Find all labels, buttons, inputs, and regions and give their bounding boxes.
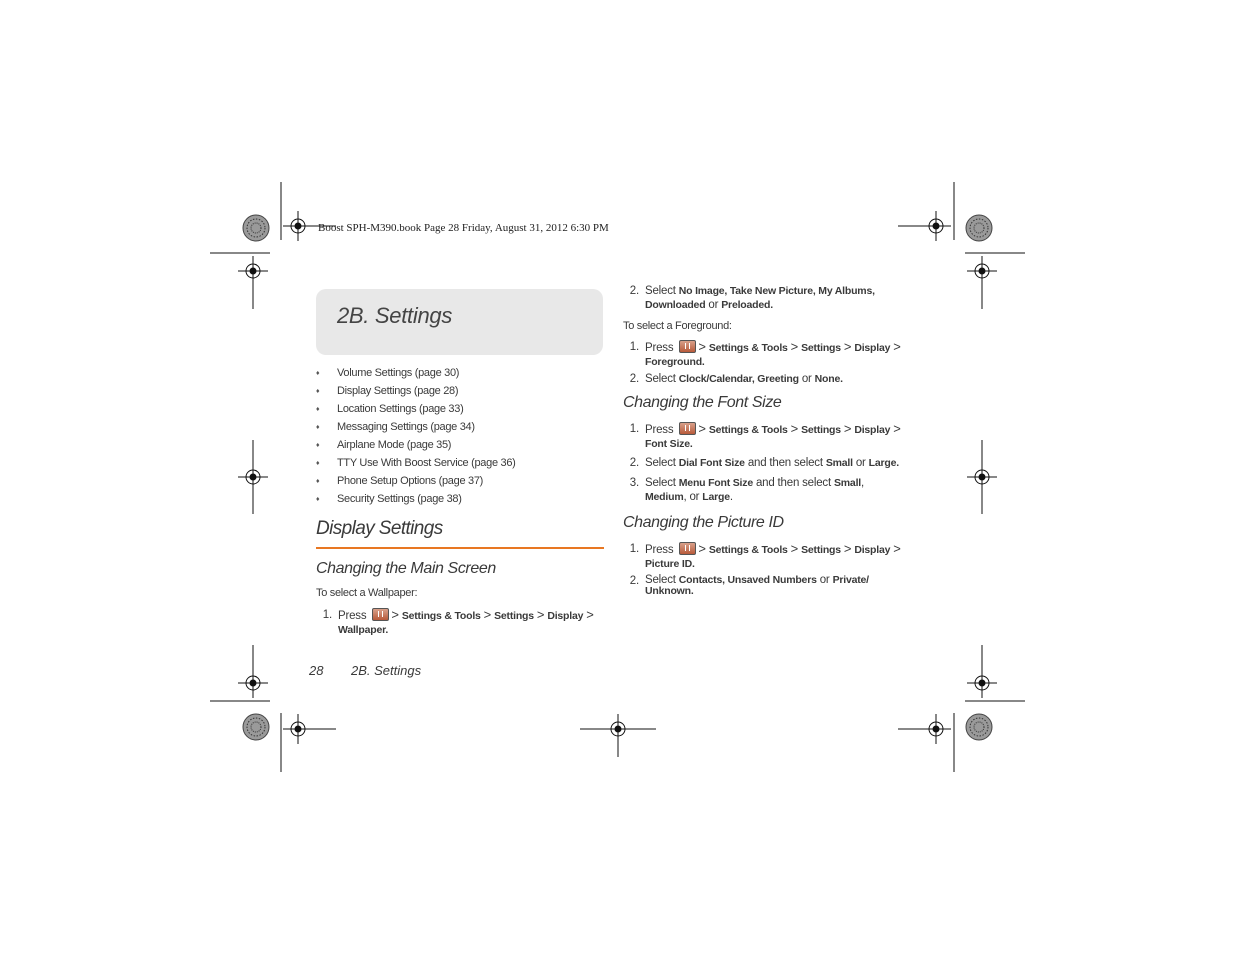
diamond-bullet-icon: ♦ <box>316 496 320 503</box>
registration-mark-icon <box>967 645 997 698</box>
picture-step-1: 1. Press > Settings & Tools > Settings > Display > Picture ID. <box>629 541 901 570</box>
toc-item[interactable]: ♦ Location Settings (page 33) <box>316 403 464 415</box>
diamond-bullet-icon: ♦ <box>316 370 320 377</box>
toc-item[interactable]: ♦ Display Settings (page 28) <box>316 385 459 397</box>
registration-mark-icon <box>967 256 997 309</box>
chapter-title: 2B. Settings <box>337 303 453 328</box>
menu-key-icon <box>679 340 696 353</box>
diamond-bullet-icon: ♦ <box>316 424 320 431</box>
registration-mark-icon <box>580 714 656 757</box>
diamond-bullet-icon: ♦ <box>316 388 320 395</box>
color-target-icon <box>966 714 992 740</box>
diamond-bullet-icon: ♦ <box>316 478 320 485</box>
diamond-bullet-icon: ♦ <box>316 406 320 413</box>
section-title: Display Settings <box>316 518 443 539</box>
wallpaper-step-1: 1. Press > Settings & Tools > Settings > Display > Wallpaper. <box>322 607 594 636</box>
print-header: Boost SPH-M390.book Page 28 Friday, August 31, 2012 6:30 PM <box>318 222 609 234</box>
registration-mark-icon <box>238 256 268 309</box>
registration-mark-icon <box>967 440 997 514</box>
foreground-step-1: 1. Press > Settings & Tools > Settings > Display > Foreground. <box>629 339 901 368</box>
section-rule <box>316 547 604 549</box>
chapter-title-box <box>316 289 603 355</box>
subheading-main-screen: Changing the Main Screen <box>316 560 496 577</box>
page-number: 28 <box>309 663 324 678</box>
diamond-bullet-icon: ♦ <box>316 460 320 467</box>
color-target-icon <box>966 215 992 241</box>
wallpaper-step-2: 2. Select No Image, Take New Picture, My Albums, Downloaded or Preloaded. <box>629 285 875 311</box>
registration-mark-icon <box>898 714 951 744</box>
font-step-3: 3. Select Menu Font Size and then select Small, Medium, or Large. <box>629 477 864 503</box>
toc-item[interactable]: ♦ TTY Use With Boost Service (page 36) <box>316 457 516 469</box>
foreground-intro: To select a Foreground: <box>623 320 732 332</box>
toc-item[interactable]: ♦ Airplane Mode (page 35) <box>316 439 452 451</box>
menu-key-icon <box>372 608 389 621</box>
chapter-toc <box>316 366 516 510</box>
toc-item[interactable]: ♦ Phone Setup Options (page 37) <box>316 475 484 487</box>
menu-key-icon <box>679 542 696 555</box>
wallpaper-intro: To select a Wallpaper: <box>316 587 418 599</box>
color-target-icon <box>243 215 269 241</box>
toc-item[interactable]: ♦ Volume Settings (page 30) <box>316 367 460 379</box>
subheading-picture-id: Changing the Picture ID <box>623 514 784 531</box>
registration-mark-icon <box>898 211 951 241</box>
picture-step-2: 2. Select Contacts, Unsaved Numbers or Private/ Unknown. <box>629 574 869 597</box>
registration-mark-icon <box>238 645 268 698</box>
diamond-bullet-icon: ♦ <box>316 442 320 449</box>
registration-mark-icon <box>238 440 268 514</box>
registration-mark-icon <box>283 714 336 744</box>
subheading-font-size: Changing the Font Size <box>623 394 782 411</box>
font-step-2: 2. Select Dial Font Size and then select Small or Large. <box>629 457 899 469</box>
color-target-icon <box>243 714 269 740</box>
toc-item[interactable]: ♦ Messaging Settings (page 34) <box>316 421 475 433</box>
font-step-1: 1. Press > Settings & Tools > Settings > Display > Font Size. <box>629 421 901 450</box>
menu-key-icon <box>679 422 696 435</box>
toc-item[interactable]: ♦ Security Settings (page 38) <box>316 493 462 505</box>
footer-chapter-title: 2B. Settings <box>351 663 422 678</box>
foreground-step-2: 2. Select Clock/Calendar, Greeting or None. <box>629 373 843 385</box>
